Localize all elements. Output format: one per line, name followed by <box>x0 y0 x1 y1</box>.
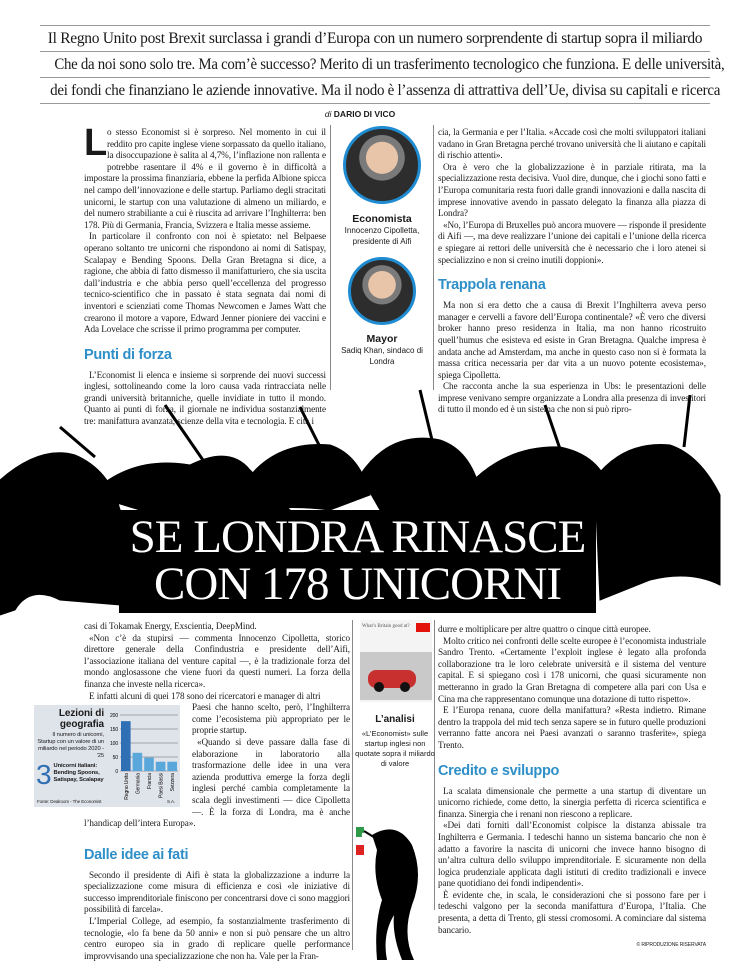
chart-subtitle: Il numero di unicorni, Startup con un valore di un miliardo nel periodo 2020 - ’25 <box>37 732 104 759</box>
headline <box>119 510 596 613</box>
paragraph: «Quando si deve passare dalla fase di elaborazione in laboratorio alla trasformazione delle idee in una vera azienda produttiva emerge la forza degli inglesi perché cambia completamente la scala degli investimenti — dice Cipolletta —. È la forza di Londra, ma è anche l’handicap dell’intera Europa». <box>84 736 350 829</box>
paragraph: «No, l’Europa di Bruxelles può ancora muovere — risponde il presidente di Aifi —, ma deve realizzare l’unione dei capitali e l’unione della ricerca e spiegare ai rettori delle università che è necessario che i loro atenei si specializzino e non si creino inutili doppioni». <box>438 219 706 265</box>
portrait-role: Economista <box>352 213 412 225</box>
paragraph: In particolare il confronto con noi è spietato: nel Belpaese operano soltanto tre unicorni che rispondono ai nomi di Satispay, Scalapay e Bending Spoons. Della Gran Bretagna si dice, a ragione, che abbia di fatto dismesso il manifatturiero, che sia uscita dall’industria e che abbia perso quell’eccellenza del progresso tecnico-scientifico che in passato è stata segnata dai nomi di inventori e scienziati come Thomas Newcomen e James Watt che crearono il motore a vapore, Edward Jenner pioniere dei vaccini e Ada Lovelace che scrisse il primo programma per computer. <box>84 231 326 335</box>
portrait-role: Mayor <box>366 333 398 345</box>
copyright-notice: © RIPRODUZIONE RISERVATA <box>636 942 706 949</box>
analysis-heading: L’analisi <box>375 714 415 725</box>
paragraph: E l’Europa renana, cuore della manifattura? «Resta indietro. Rimane dentro la trappola del mid tech senza sapere se in futuro quelle produzioni verranno fatte ancora nei Paesi avanzati o saranno trasferite», spiega Trento. <box>438 705 706 750</box>
paragraph: «Non c’è da stupirsi — commenta Innocenzo Cipolletta, storico direttore generale della Confindustria e presidente dell’Aifi, l’associazione italiana del venture capital —, è la tradizionale forza del mondo anglosassone che viene fuori da questi numeri. La forza della finanza che investe nella ricerca». <box>84 632 350 689</box>
bar <box>121 721 131 771</box>
paragraph: durre e moltiplicare per altre quattro o cinque città europee. <box>438 624 651 634</box>
y-tick-label: 100 <box>109 741 118 748</box>
paragraph: L’Imperial College, ad esempio, fa sostanzialmente trasferimento di tecnologie, «lo fa bene da 50 anni» e non si può pensare che un altro centro europeo sia in grado di replicare quelle performance improvvisando una specializzazione che non ha. Vale per la Fran- <box>84 916 350 961</box>
deck-line: Che da noi sono solo tre. Ma com’è successo? Merito di un trasferimento tecnologico che funziona. E delle università, <box>54 56 725 73</box>
portrait-caption <box>331 333 433 367</box>
deck-row <box>40 25 710 51</box>
portrait-name: Innocenzo Cipolletta, presidente di Aifi <box>344 226 420 246</box>
paragraph: «Dei dati forniti dall’Economist colpisce la distanza abissale tra Inghilterra e Germania. I tedeschi hanno un sistema bancario che non è adatto a favorire la nascita di unicorni che invece hanno bisogno di un’altra cultura dello sviluppo imprenditoriale. E sicuramente non della logica prudenziale applicata dagli istituti di credito tradizionali e invece pane quotidiano dei fondi indipendenti». <box>438 820 706 889</box>
byline-author: DARIO DI VICO <box>333 109 396 119</box>
x-tick-label: Germania <box>135 773 142 795</box>
paragraph: Ora è vero che la globalizzazione è in parziale ritirata, ma la specializzazione resta decisiva. Vuol dire, dunque, che i giochi sono fatti e l’Europa comunitaria resta fuori dalle grandi innovazioni e dalla nascita di imprese innovative avendo in passato delegato la finanza alla piazza di Londra? <box>438 161 706 219</box>
chart-source: Fonte: Dealroom - The Economist <box>37 799 102 805</box>
byline <box>0 109 720 119</box>
section-heading: Trappola renana <box>438 277 546 294</box>
y-tick-label: 200 <box>109 713 118 720</box>
y-tick-label: 50 <box>112 755 118 762</box>
headline-row <box>119 558 596 610</box>
y-tick-label: 150 <box>109 727 118 734</box>
paragraph: Molto critico nei confronti delle scelte europee è l’economista industriale Sandro Trento. «Certamente l’exploit inglese è legato alla profonda collaborazione tra le loro celebrate università e il sistema del venture capital. E si spiegano così i 178 unicorni, che quasi sicuramente non metteranno in grado la Gran Bretagna di competere alla pari con Usa e Cina ma che rappresentano comunque una dotazione di tutto rispetto». <box>438 635 706 704</box>
deck-row <box>40 77 721 104</box>
magazine-title: What’s Britain good at? <box>362 624 410 629</box>
economist-logo <box>416 623 430 632</box>
section-heading: Credito e sviluppo <box>438 762 560 779</box>
economist-cover-image <box>360 620 432 702</box>
x-tick-label: Francia <box>147 773 153 790</box>
paragraph: o stesso Economist si è sorpreso. Nel momento in cui il reddito pro capite inglese viene sorpassato da quello italiano, la disoccupazione è salita al 4,7%, l’inflazione non rallenta e potrebbe rasentare il 4% e il governo è in difficoltà a impostare la prossima finanziaria, ebbene la perfida Albione spicca nel campo dell’innovazione e delle startup. Parliamo degli stracitati unicorni, le startup con una valutazione di almeno un miliardo, e del numero strabiliante a cui è riuscita ad arrivare l’Inghilterra: ben 178. Più di Germania, Francia, Svizzera e Italia messe assieme. <box>84 127 326 230</box>
y-tick-label: 0 <box>115 769 118 776</box>
paragraph: Paesi che hanno scelto, però, l’Inghilterra come l’ecosistema più appropriato per le proprie startup. <box>192 702 350 736</box>
article-column-3-top <box>438 127 706 416</box>
column-rule <box>433 125 434 390</box>
article-column-1-top <box>84 122 326 428</box>
cover-illustration <box>360 652 432 700</box>
analysis-caption: «L’Economist» sulle startup inglesi non quotate sopra il miliardo di valore <box>355 729 435 768</box>
paragraph: cia, la Germania e per l’Italia. «Accade così che molti sviluppatori italiani vadano in Gran Bretagna perché trovano università che li aiutano e capitali di rischio attenti». <box>438 127 706 161</box>
deck-subheadline <box>40 25 725 104</box>
portraits-column <box>331 126 433 367</box>
bar <box>133 753 143 771</box>
chart-box <box>34 705 180 807</box>
italian-unicorn-illustration <box>352 805 436 965</box>
portrait-cipolletta <box>343 126 421 204</box>
x-tick-label: Regno Unito <box>123 773 130 800</box>
highlight-number: 3 <box>36 759 52 791</box>
paragraph: È evidente che, in scala, le considerazioni che si possono fare per i tedeschi valgono per la seconda manifattura d’Europa, l’Italia. Che presenta, a detta di Trento, gli stessi cromosomi. A cominciare dal sistema bancario. <box>438 889 706 935</box>
chart-legend-panel <box>36 708 104 796</box>
deck-line: dei fondi che finanziano le aziende innovative. Ma il nodo è l’assenza di attrattiva dell’Ue, divisa su capitali e ricerca <box>50 82 721 99</box>
deck-row <box>40 51 725 77</box>
headline-line: CON 178 UNICORNI <box>154 558 561 610</box>
x-tick-label: Paesi Bassi <box>158 773 165 799</box>
section-heading: Dalle idee ai fati <box>84 846 189 863</box>
paragraph: Che racconta anche la sua esperienza in Ubs: le presentazioni delle imprese venivano sempre organizzate a Londra alla presenza di investitori di tutto il mondo ed è un sistema che non si può ripro- <box>438 381 706 415</box>
wheel <box>374 682 384 692</box>
paragraph: Secondo il presidente di Aifi è stata la globalizzazione a indurre la specializzazione come misura di efficienza e così «le iniziative di successo imprenditoriale finiscono per concentrarsi dove ci sono maggiori possibilità di farcela». <box>84 869 350 915</box>
section-heading: Punti di forza <box>84 346 172 363</box>
chart-title: Lezioni di geografia <box>58 708 104 731</box>
bar <box>144 758 154 771</box>
bar-chart <box>106 709 180 800</box>
article-column-3-bottom <box>438 624 706 949</box>
wheel <box>400 682 410 692</box>
paragraph: L’Economist li elenca e insieme si sorprende dei nuovi successi inglesi, sottolineando come la loro causa vada rintracciata nelle grandi università britanniche, quelle invidiate in tutto il mondo. Quanto ai punti di forza, il giornale ne individua sostanzialmente tre: manifattura avanzata, scienze della vita e tecnologia. E cita i <box>84 369 326 427</box>
bar <box>167 762 177 771</box>
x-tick-label: Svizzera <box>170 773 177 792</box>
paragraph: casi di Tokamak Energy, Exscientia, DeepMind. <box>84 621 257 631</box>
headline-line: SE LONDRA RINASCE <box>129 511 586 563</box>
paragraph: Ma non si era detto che a causa di Brexit l’Inghilterra aveva perso manager e cervelli a favore dell’Europa continentale? «È vero che diversi broker hanno preso residenza in Italia, ma non hanno ricostruito quell’humus che esisteva ed esiste in Gran Bretagna. Qualche impresa è andata anche ad Amsterdam, ma anche in questo caso non si è formata la massa critica necessaria per dar vita a un nuovo potente ecosistema», spiega Cipolletta. <box>438 300 706 380</box>
paragraph: E infatti alcuni di quei 178 sono dei ricercatori e manager di altri <box>89 690 321 701</box>
byline-prefix: di <box>324 109 332 119</box>
headline-row <box>119 511 596 563</box>
portrait-khan <box>348 257 416 325</box>
portrait-caption <box>331 213 433 247</box>
bar <box>156 762 166 771</box>
highlight-text: Unicorni italiani: Bending Spoons, Satispay, Scalapay <box>53 763 104 783</box>
drop-cap: L <box>84 122 108 164</box>
article-column-1-bottom <box>36 621 350 962</box>
portrait-name: Sadiq Khan, sindaco di Londra <box>341 346 423 366</box>
chart-credit: S.A. <box>167 799 176 805</box>
deck-line: Il Regno Unito post Brexit surclassa i grandi d’Europa con un numero sorprendente di startup sopra il miliardo <box>47 30 703 47</box>
paragraph: La scalata dimensionale che permette a una startup di diventare un unicorno richiede, come detto, la sinergia perfetta di ricerca scientifica e finanza. Sinergia che i renani non riescono a replicare. <box>438 785 706 819</box>
